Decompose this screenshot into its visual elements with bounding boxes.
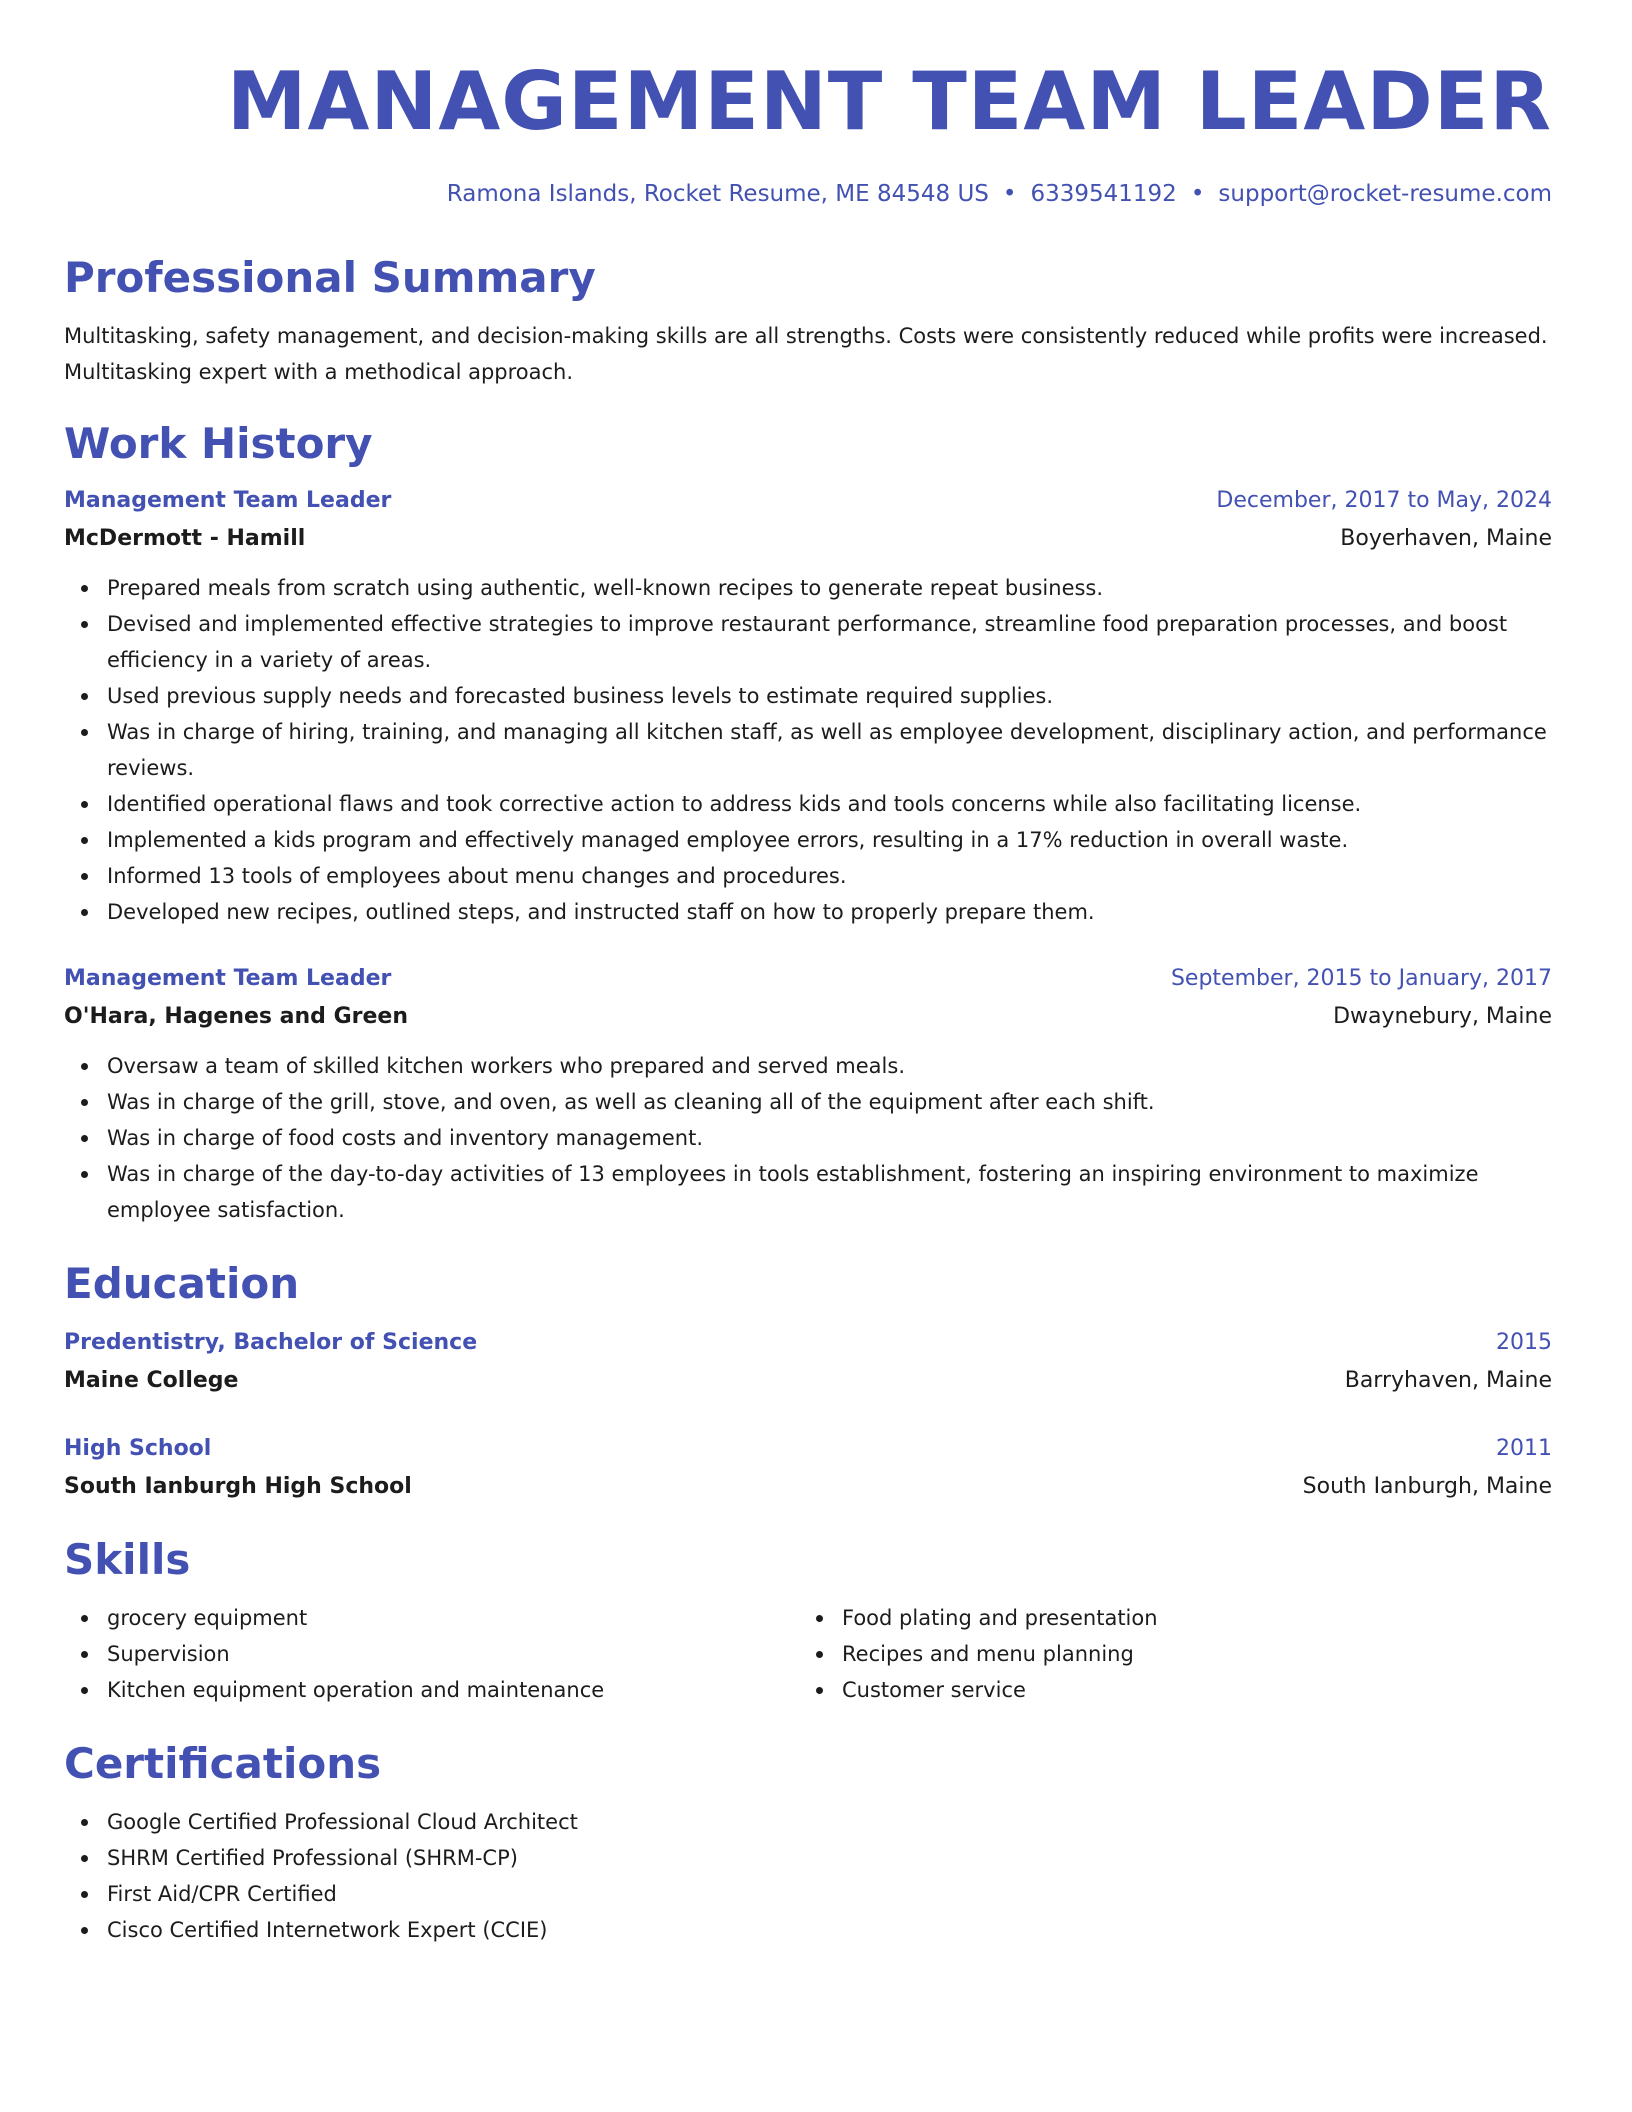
resume-title: MANAGEMENT TEAM LEADER [226,55,1552,148]
contact-separator: • [1002,181,1017,207]
certification-item: First Aid/CPR Certified [64,1876,1552,1912]
certification-item: Cisco Certified Internetwork Expert (CCIE) [64,1912,1552,1948]
education-header [64,1324,1552,1362]
section-title-skills: Skills [64,1535,191,1584]
job-subheader [64,998,1552,1036]
skill-item: Supervision [64,1636,799,1672]
contact-separator: • [1190,181,1205,207]
section-title-summary: Professional Summary [64,253,596,302]
skill-item: Food plating and presentation [799,1600,1534,1636]
section-title-certifications: Certifications [64,1739,382,1788]
education-year: 2015 [1496,1330,1552,1355]
skill-item: Recipes and menu planning [799,1636,1534,1672]
certifications-list [64,1804,1552,1948]
education-subheader [64,1468,1552,1506]
job-bullet: Developed new recipes, outlined steps, and instructed staff on how to properly prepare them. [64,894,1552,930]
education-subheader [64,1362,1552,1400]
job-bullet: Prepared meals from scratch using authentic, well-known recipes to generate repeat business. [64,570,1552,606]
section-title-work-history: Work History [64,419,373,468]
section-title-education: Education [64,1259,300,1308]
job-bullet: Oversaw a team of skilled kitchen workers who prepared and served meals. [64,1048,1552,1084]
job-header [64,960,1552,998]
education-year: 2011 [1496,1436,1552,1461]
job-role: Management Team Leader [64,966,392,991]
education-entry [64,1324,1552,1400]
education-location: Barryhaven, Maine [1344,1368,1552,1393]
skill-item: Customer service [799,1672,1534,1708]
summary-text: Multitasking, safety management, and decision-making skills are all strengths. Costs were consistently reduced while profits were increased. Multitasking expert with a methodical approach. [64,324,1548,384]
skills-column-right [799,1600,1534,1708]
contact-address: Ramona Islands, Rocket Resume, ME 84548 US [446,181,989,207]
contact-phone: 6339541192 [1030,181,1177,207]
resume-page [64,0,1552,2112]
job-bullet: Was in charge of food costs and inventory management. [64,1120,1552,1156]
job-subheader [64,520,1552,558]
job-bullet: Informed 13 tools of employees about menu changes and procedures. [64,858,1552,894]
job-header [64,482,1552,520]
education-degree: Predentistry, Bachelor of Science [64,1330,478,1355]
education-school: Maine College [64,1368,239,1393]
skills-grid [64,1600,1552,1708]
job-company: McDermott - Hamill [64,526,306,551]
job-entry [64,482,1552,930]
job-bullets [64,1048,1552,1228]
skills-column-left [64,1600,799,1708]
certification-item: Google Certified Professional Cloud Architect [64,1804,1552,1840]
education-location: South Ianburgh, Maine [1302,1474,1552,1499]
education-school: South Ianburgh High School [64,1474,412,1499]
job-location: Dwaynebury, Maine [1333,1004,1552,1029]
job-dates: December, 2017 to May, 2024 [1216,488,1552,513]
job-entry [64,960,1552,1228]
job-bullet: Identified operational flaws and took corrective action to address kids and tools concerns while also facilitating license. [64,786,1552,822]
education-header [64,1430,1552,1468]
job-role: Management Team Leader [64,488,392,513]
job-bullet: Was in charge of the day-to-day activities of 13 employees in tools establishment, fostering an inspiring environment to maximize employee satisfaction. [64,1156,1552,1228]
job-bullet: Implemented a kids program and effectively managed employee errors, resulting in a 17% reduction in overall waste. [64,822,1552,858]
job-dates: September, 2015 to January, 2017 [1170,966,1552,991]
job-location: Boyerhaven, Maine [1340,526,1552,551]
job-bullet: Was in charge of hiring, training, and managing all kitchen staff, as well as employee development, disciplinary action, and performance reviews. [64,714,1552,786]
certification-item: SHRM Certified Professional (SHRM-CP) [64,1840,1552,1876]
education-entry [64,1430,1552,1506]
job-bullet: Used previous supply needs and forecasted business levels to estimate required supplies. [64,678,1552,714]
contact-email: support@rocket-resume.com [1218,181,1552,207]
skill-item: Kitchen equipment operation and maintenance [64,1672,799,1708]
job-bullet: Was in charge of the grill, stove, and oven, as well as cleaning all of the equipment after each shift. [64,1084,1552,1120]
contact-line [64,178,1552,210]
job-company: O'Hara, Hagenes and Green [64,1004,408,1029]
skill-item: grocery equipment [64,1600,799,1636]
job-bullet: Devised and implemented effective strategies to improve restaurant performance, streamline food preparation processes, and boost efficiency in a variety of areas. [64,606,1552,678]
education-degree: High School [64,1436,212,1461]
job-bullets [64,570,1552,930]
